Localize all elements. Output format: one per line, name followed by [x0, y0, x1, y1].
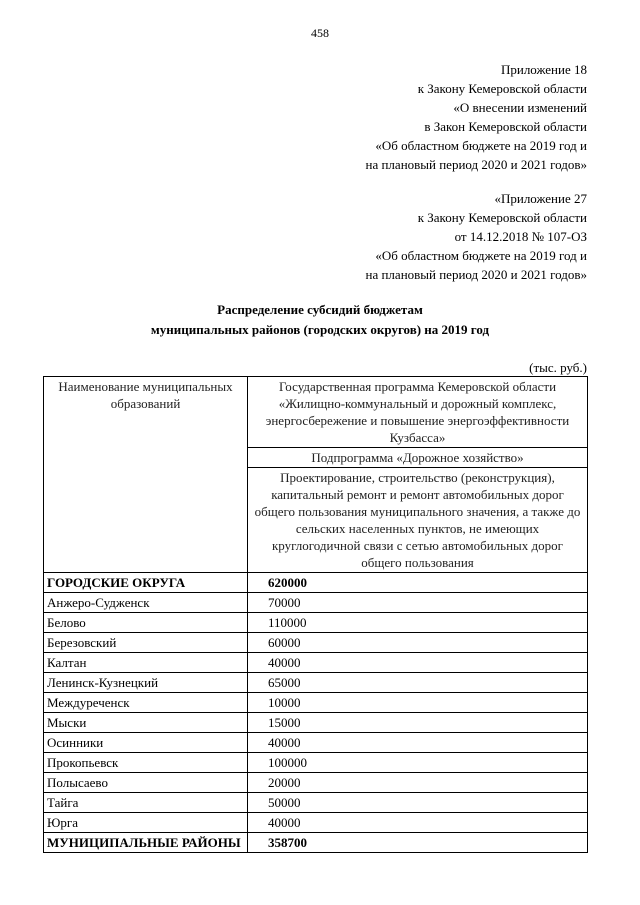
table-row: [44, 833, 588, 853]
table-row: [44, 593, 588, 613]
appendix-line: на плановый период 2020 и 2021 годов»: [365, 267, 587, 282]
table-row: [44, 693, 588, 713]
appendix-18-header: [366, 60, 588, 174]
document-title: [0, 300, 640, 340]
table-row: [44, 753, 588, 773]
subsidy-value: 358700: [248, 833, 588, 853]
table-row: [44, 573, 588, 593]
municipality-name: Тайга: [44, 793, 248, 813]
table-row: [44, 813, 588, 833]
subsidy-value: 40000: [248, 813, 588, 833]
units-label: (тыс. руб.): [529, 360, 587, 375]
header-activity: Проектирование, строительство (реконструкция), капитальный ремонт и ремонт автомобильных дорог общего пользования муниципального значения, а также до сельских населенных пунктов, не имеющих круглогодичной связи с сетью автомобильных дорог общего пользования: [248, 468, 588, 573]
appendix-27-header: [366, 189, 588, 284]
table-row: [44, 613, 588, 633]
appendix-line: в Закон Кемеровской области: [424, 119, 587, 134]
subsidy-table: [43, 376, 588, 853]
municipality-name: Осинники: [44, 733, 248, 753]
table-row: [44, 733, 588, 753]
subsidy-value: 40000: [248, 733, 588, 753]
appendix-line: от 14.12.2018 № 107-ОЗ: [454, 229, 587, 244]
appendix-line: Приложение 18: [500, 62, 587, 77]
municipality-name: МУНИЦИПАЛЬНЫЕ РАЙОНЫ: [44, 833, 248, 853]
municipality-name: Мыски: [44, 713, 248, 733]
municipality-name: Полысаево: [44, 773, 248, 793]
subsidy-value: 40000: [248, 653, 588, 673]
table-row: [44, 633, 588, 653]
subsidy-value: 60000: [248, 633, 588, 653]
appendix-line: «Об областном бюджете на 2019 год и: [375, 138, 587, 153]
subsidy-value: 50000: [248, 793, 588, 813]
header-program: Государственная программа Кемеровской области «Жилищно-коммунальный и дорожный комплекс, энергосбережение и повышение энергоэффективности Кузбасса»: [248, 377, 588, 448]
subsidy-value: 15000: [248, 713, 588, 733]
table-row: [44, 653, 588, 673]
title-line: муниципальных районов (городских округов) на 2019 год: [150, 322, 490, 337]
subsidy-value: 100000: [248, 753, 588, 773]
subsidy-value: 110000: [248, 613, 588, 633]
subsidy-value: 20000: [248, 773, 588, 793]
municipality-name: ГОРОДСКИЕ ОКРУГА: [44, 573, 248, 593]
municipality-name: Березовский: [44, 633, 248, 653]
appendix-line: на плановый период 2020 и 2021 годов»: [365, 157, 587, 172]
municipality-name: Прокопьевск: [44, 753, 248, 773]
table-row: [44, 673, 588, 693]
municipality-name: Ленинск-Кузнецкий: [44, 673, 248, 693]
subsidy-value: 620000: [248, 573, 588, 593]
page-number: 458: [311, 26, 329, 40]
table-row: [44, 773, 588, 793]
municipality-name: Междуреченск: [44, 693, 248, 713]
subsidy-value: 65000: [248, 673, 588, 693]
municipality-name: Юрга: [44, 813, 248, 833]
subsidy-value: 70000: [248, 593, 588, 613]
municipality-name: Калтан: [44, 653, 248, 673]
municipality-name: Анжеро-Судженск: [44, 593, 248, 613]
appendix-line: к Закону Кемеровской области: [417, 81, 587, 96]
header-municipality: Наименование муниципальных образований: [44, 377, 248, 573]
appendix-line: «Приложение 27: [494, 191, 587, 206]
title-line: Распределение субсидий бюджетам: [217, 302, 423, 317]
appendix-line: к Закону Кемеровской области: [417, 210, 587, 225]
header-subprogram: Подпрограмма «Дорожное хозяйство»: [248, 448, 588, 468]
appendix-line: «Об областном бюджете на 2019 год и: [375, 248, 587, 263]
appendix-line: «О внесении изменений: [453, 100, 587, 115]
table-row: [44, 713, 588, 733]
municipality-name: Белово: [44, 613, 248, 633]
table-row: [44, 793, 588, 813]
table-header-row: [44, 377, 588, 448]
subsidy-value: 10000: [248, 693, 588, 713]
